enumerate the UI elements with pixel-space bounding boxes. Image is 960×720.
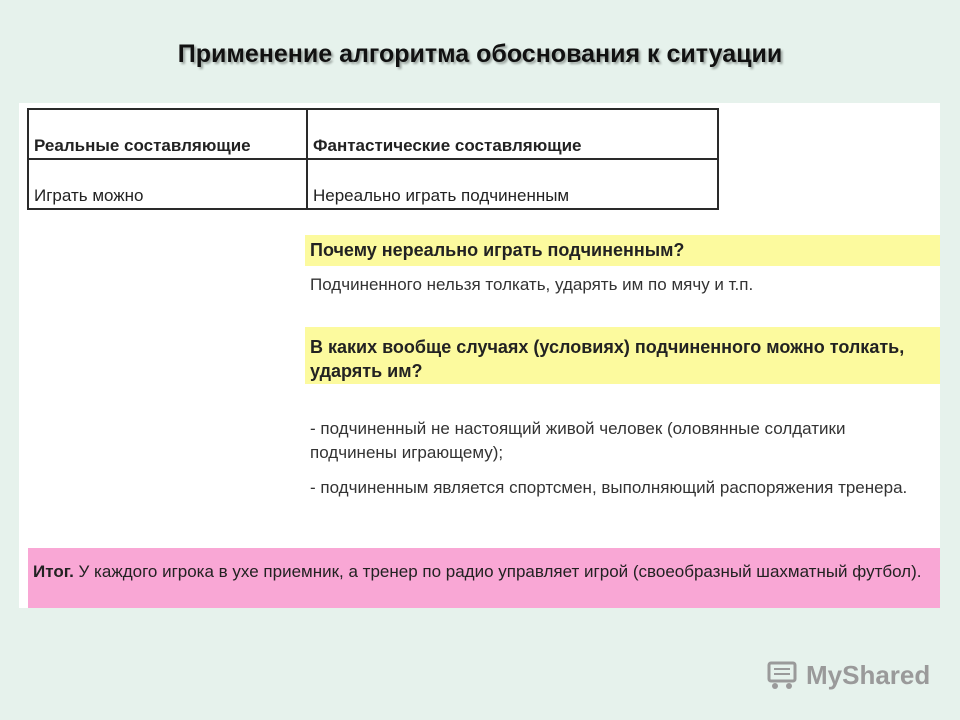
cart-icon [766,658,800,692]
watermark-logo [766,657,930,693]
answer-condition-toy: - подчиненный не настоящий живой человек (оловянные солдатики подчинены играющему); [310,419,846,462]
header-fantastic-components: Фантастические составляющие [307,109,718,159]
summary-label: Итог. [33,562,74,581]
slide-title: Применение алгоритма обоснования к ситуации [177,40,783,68]
table-header-row [28,109,718,159]
cell-fantastic: Нереально играть подчиненным [307,159,718,209]
answer-why-unreal: Подчиненного нельзя толкать, ударять им по мячу и т.п. [310,275,754,294]
summary-box [28,548,940,608]
question-why-unreal: Почему нереально играть подчиненным? [305,235,940,266]
cell-real: Играть можно [28,159,307,209]
question-conditions: В каких вообще случаях (условиях) подчиненного можно толкать, ударять им? [305,327,940,384]
watermark-text: MyShared [806,659,931,690]
content-panel [19,103,940,608]
answer-condition-athlete: - подчиненным является спортсмен, выполняющий распоряжения тренера. [310,478,908,497]
table-row [28,159,718,209]
header-real-components: Реальные составляющие [28,109,307,159]
summary-text: У каждого игрока в ухе приемник, а тренер по радио управляет игрой (своеобразный шахматный футбол). [73,562,922,581]
components-table [27,108,719,210]
